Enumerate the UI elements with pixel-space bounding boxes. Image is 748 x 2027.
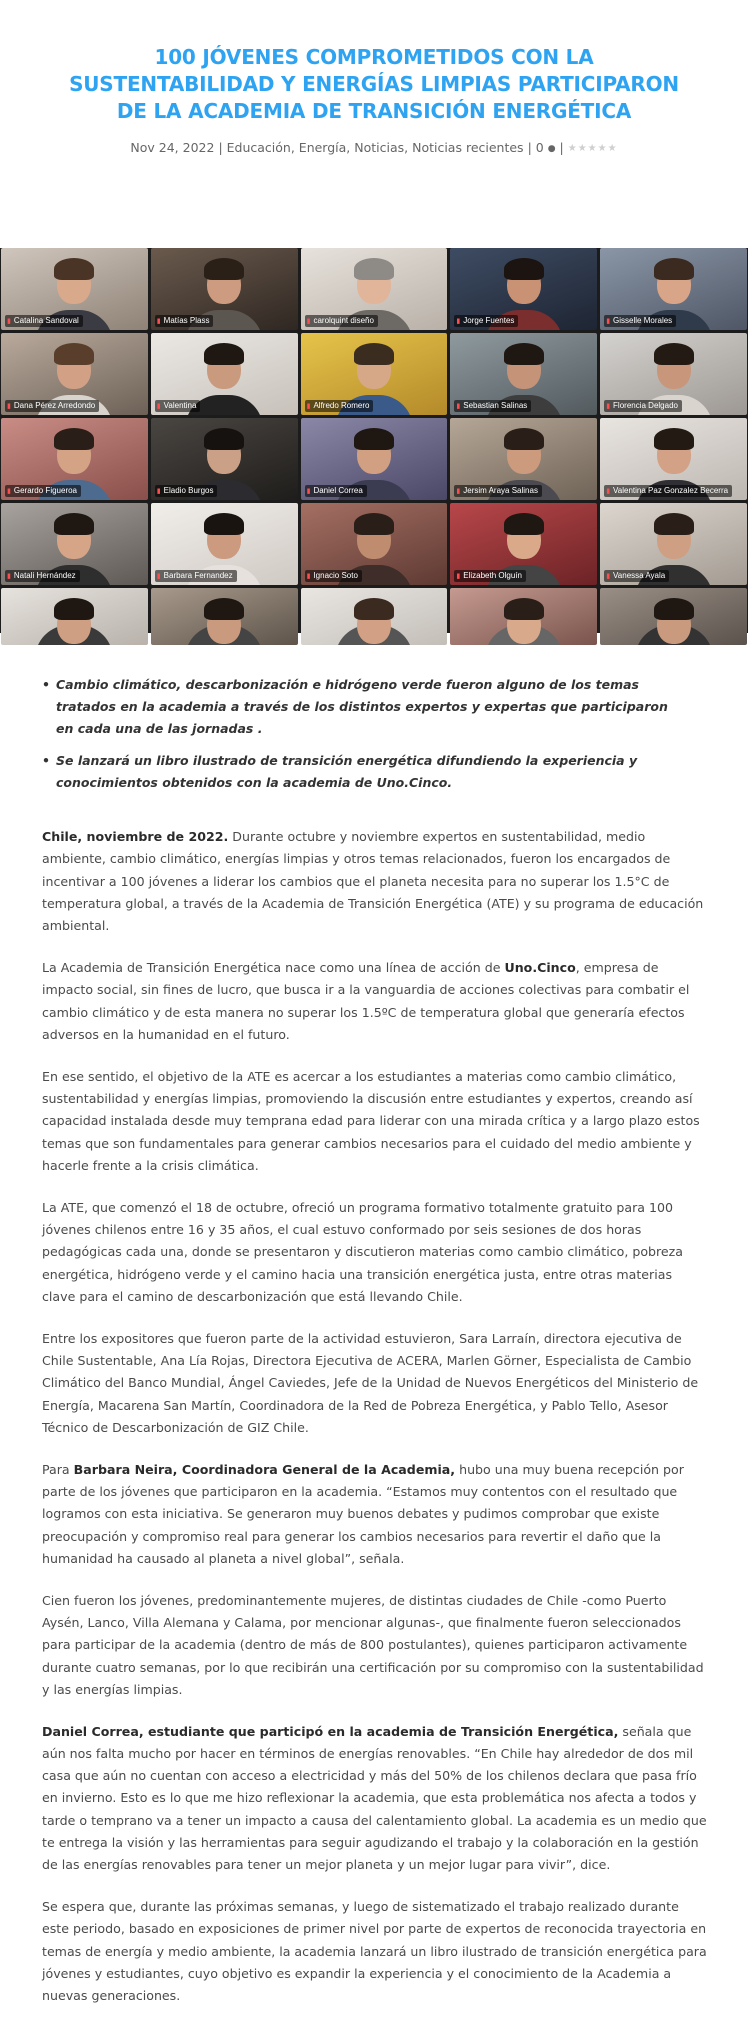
participant-name: ▮ Eladio Burgos bbox=[155, 485, 218, 497]
participant-tile bbox=[600, 588, 747, 645]
highlight-item: • Se lanzará un libro ilustrado de transición energética difundiendo la experiencia y conocimientos obtenidos con la academia de Uno.Cinco. bbox=[42, 750, 682, 794]
participant-tile bbox=[1, 248, 148, 330]
mic-muted-icon: ▮ bbox=[306, 318, 311, 325]
participant-tile bbox=[301, 418, 448, 500]
article-body bbox=[42, 826, 708, 2027]
participant-name: ▮ Valentina Paz Gonzalez Becerra bbox=[604, 485, 732, 497]
paragraph: La ATE, que comenzó el 18 de octubre, ofreció un programa formativo totalmente gratuito para 100 jóvenes chilenos entre 16 y 35 años, el cual estuvo conformado por seis sesiones de dos horas pedagógicas cada una, donde se presentaron y discutieron materias como cambio climático, pobreza energética, hidrógeno verde y el camino hacia una transición energética justa, entre otras materias clave para el camino de descarbonización que está llevando Chile. bbox=[42, 1199, 684, 1304]
paragraph: En ese sentido, el objetivo de la ATE es acercar a los estudiantes a materias como cambio climático, sustentabilidad y energías limpias, promoviendo la discusión entre estudiantes y expertos, creando así capacidad instalada desde muy temprana edad para liderar con una mirada crítica y a largo plazo estos temas que son fundamentales para generar cambios necesarios para el cuidado del medio ambiente y hacerle frente a la crisis climática. bbox=[42, 1068, 700, 1173]
participant-tile bbox=[1, 503, 148, 585]
mic-muted-icon: ▮ bbox=[456, 318, 461, 325]
participant-name: ▮ Gerardo Figueroa bbox=[5, 485, 81, 497]
paragraph: Cien fueron los jóvenes, predominantemente mujeres, de distintas ciudades de Chile -como Puerto Aysén, Lanco, Villa Alemana y Calama, por mencionar algunas-, que finalmente fueron seleccionados para participar de la academia (dentro de más de 800 postulantes), quienes participaron activamente durante cuatro semanas, por lo que recibirán una certificación por su compromiso con la sustentabilidad y las energías limpias. bbox=[42, 1592, 704, 1697]
participant-name: ▮ carolquint diseño bbox=[305, 315, 378, 327]
participant-tile bbox=[600, 333, 747, 415]
participant-tile bbox=[301, 503, 448, 585]
participant-tile bbox=[301, 588, 448, 645]
participant-tile bbox=[151, 248, 298, 330]
video-call-grid bbox=[0, 248, 748, 633]
mic-muted-icon: ▮ bbox=[156, 488, 161, 495]
participant-tile bbox=[600, 248, 747, 330]
paragraph: Entre los expositores que fueron parte de la actividad estuvieron, Sara Larraín, directora ejecutiva de Chile Sustentable, Ana Lía Rojas, Directora Ejecutiva de ACERA, Marlen Görner, Especialista de Cambio Climático del Banco Mundial, Ángel Caviedes, Jefe de la Unidad de Nuevos Energéticos del Ministerio de Energía, Macarena San Martín, Coordinadora de la Red de Pobreza Energética, y Pablo Tello, Asesor Técnico de Descarbonización de GIZ Chile. bbox=[42, 1330, 699, 1435]
participant-name: ▮ Matías Plass bbox=[155, 315, 214, 327]
mic-muted-icon: ▮ bbox=[456, 488, 461, 495]
participant-name: ▮ Elizabeth Olguín bbox=[454, 570, 526, 582]
paragraph: Para Barbara Neira, Coordinadora General de la Academia, hubo una muy buena recepción por parte de los jóvenes que participaron en la academia. “Estamos muy contentos con el resultado que logramos con esta iniciativa. Se generaron muy buenos debates y pudimos comprobar que existe preocupación y compromiso real para generar los cambios necesarios para revertir el daño que la humanidad ha causado al planeta a nivel global”, señala. bbox=[42, 1461, 684, 1566]
paragraph: Daniel Correa, estudiante que participó en la academia de Transición Energética, señala que aún nos falta mucho por hacer en términos de energías renovables. “En Chile hay alrededor de dos mil casa que aún no cuentan con acceso a electricidad y más del 50% de los chilenos declara que pasa frío en invierno. Esto es lo que me hizo reflexionar la academia, que esta problemática nos afecta a todos y tarde o temprano va a tener un impacto a causa del calentamiento global. La academia es un medio que te entrega la visión y las herramientas para seguir agudizando el trabajo y la colaboración en la gestión de las energías renovables para tener un mejor planeta y un mejor lugar para vivir”, dice. bbox=[42, 1723, 707, 1873]
participant-name: ▮ Jersim Araya Salinas bbox=[454, 485, 542, 497]
mic-muted-icon: ▮ bbox=[306, 403, 311, 410]
participant-name: ▮ Natali Hernández bbox=[5, 570, 80, 582]
participant-tile bbox=[151, 418, 298, 500]
mic-muted-icon: ▮ bbox=[456, 573, 461, 580]
category-link[interactable]: Educación bbox=[226, 140, 291, 155]
paragraph: Chile, noviembre de 2022. Durante octubre y noviembre expertos en sustentabilidad, medio ambiente, cambio climático, energías limpias y otros temas relacionados, fueron los encargados de incentivar a 100 jóvenes a liderar los cambios que el planeta necesita para no superar los 1.5°C de temperatura global, a través de la Academia de Transición Energética (ATE) y su programa de educación ambiental. bbox=[42, 829, 704, 934]
highlight-item: • Cambio climático, descarbonización e hidrógeno verde fueron alguno de los temas tratados en la academia a través de los distintos expertos y expertas que participaron en cada una de las jornadas . bbox=[42, 674, 682, 740]
participant-name: ▮ Jorge Fuentes bbox=[454, 315, 518, 327]
post-date: Nov 24, 2022 bbox=[130, 140, 215, 155]
participant-tile bbox=[301, 248, 448, 330]
mic-muted-icon: ▮ bbox=[606, 403, 611, 410]
paragraph: Se espera que, durante las próximas semanas, y luego de sistematizado el trabajo realizado durante este periodo, basado en exposiciones de primer nivel por parte de expertos de reconocida trayectoria en temas de energía y medio ambiente, la academia lanzará un libro ilustrado de transición energética para jóvenes y estudiantes, cuyo objetivo es expandir la experiencia y el conocimiento de la Academia a nuevas generaciones. bbox=[42, 1899, 707, 2004]
paragraph: La Academia de Transición Energética nace como una línea de acción de Uno.Cinco, empresa de impacto social, sin fines de lucro, que busca ir a la vanguardia de acciones colectivas para combatir el cambio climático y de esta manera no superar los 1.5ºC de temperatura global que generaría efectos adversos en la humanidad en el futuro. bbox=[42, 959, 690, 1042]
mic-muted-icon: ▮ bbox=[306, 488, 311, 495]
participant-name: ▮ Valentina bbox=[155, 400, 201, 412]
mic-muted-icon: ▮ bbox=[7, 488, 11, 495]
mic-muted-icon: ▮ bbox=[7, 573, 11, 580]
comments-link[interactable]: 0 ● bbox=[535, 140, 556, 155]
participant-name: ▮ Ignacio Soto bbox=[305, 570, 362, 582]
highlights-list bbox=[42, 674, 682, 804]
mic-muted-icon: ▮ bbox=[156, 403, 161, 410]
participant-name: ▮ Vanessa Ayala bbox=[604, 570, 669, 582]
participant-tile bbox=[1, 588, 148, 645]
participant-tile bbox=[600, 503, 747, 585]
participant-name: ▮ Barbara Fernandez bbox=[155, 570, 237, 582]
mic-muted-icon: ▮ bbox=[156, 318, 161, 325]
participant-tile bbox=[151, 333, 298, 415]
mic-muted-icon: ▮ bbox=[7, 403, 11, 410]
participant-tile bbox=[450, 588, 597, 645]
category-link[interactable]: Noticias bbox=[354, 140, 405, 155]
participant-tile bbox=[301, 333, 448, 415]
mic-muted-icon: ▮ bbox=[606, 573, 611, 580]
participant-tile bbox=[450, 333, 597, 415]
participant-tile bbox=[600, 418, 747, 500]
participant-name: ▮ Florencia Delgado bbox=[604, 400, 682, 412]
participant-tile bbox=[151, 588, 298, 645]
participant-name: ▮ Gisselle Morales bbox=[604, 315, 676, 327]
article-page bbox=[0, 44, 748, 2004]
category-link[interactable]: Noticias recientes bbox=[412, 140, 524, 155]
mic-muted-icon: ▮ bbox=[306, 573, 311, 580]
participant-tile bbox=[151, 503, 298, 585]
article-title: 100 JÓVENES COMPROMETIDOS CON LA SUSTENTABILIDAD Y ENERGÍAS LIMPIAS PARTICIPARON DE LA ACADEMIA DE TRANSICIÓN ENERGÉTICA bbox=[69, 45, 679, 123]
mic-muted-icon: ▮ bbox=[606, 318, 611, 325]
post-meta: Nov 24, 2022 | Educación, Energía, Noticias, Noticias recientes | 0 ● | ★★★★★ bbox=[0, 139, 748, 158]
mic-muted-icon: ▮ bbox=[606, 488, 611, 495]
mic-muted-icon: ▮ bbox=[156, 573, 161, 580]
participant-name: ▮ Catalina Sandoval bbox=[5, 315, 83, 327]
participant-tile bbox=[450, 418, 597, 500]
participant-name: ▮ Alfredo Romero bbox=[305, 400, 374, 412]
participant-name: ▮ Dana Pérez Arredondo bbox=[5, 400, 99, 412]
participant-tile bbox=[450, 503, 597, 585]
comment-icon: ● bbox=[547, 144, 556, 154]
participant-tile bbox=[1, 418, 148, 500]
participant-tile bbox=[450, 248, 597, 330]
mic-muted-icon: ▮ bbox=[7, 318, 11, 325]
category-link[interactable]: Energía bbox=[298, 140, 347, 155]
mic-muted-icon: ▮ bbox=[456, 403, 461, 410]
participant-name: ▮ Daniel Correa bbox=[305, 485, 367, 497]
participant-name: ▮ Sebastian Salinas bbox=[454, 400, 531, 412]
rating-stars[interactable]: ★★★★★ bbox=[567, 143, 618, 154]
participant-tile bbox=[1, 333, 148, 415]
